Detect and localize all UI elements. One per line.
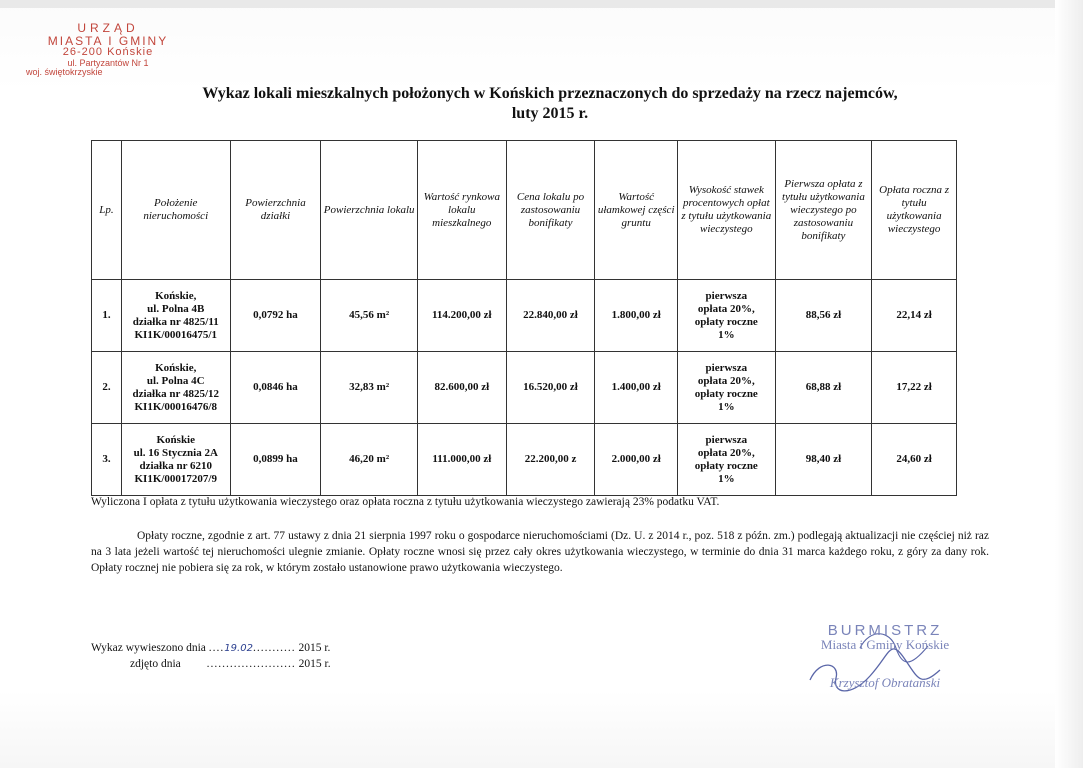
rate-line: opłaty roczne <box>694 315 758 328</box>
header-market-value: Wartość rynkowa lokalu mieszkalnego <box>417 141 506 280</box>
stamp-line: URZĄD <box>77 21 139 35</box>
cell-lp: 1. <box>92 280 122 352</box>
vat-note: Wyliczona I opłata z tytułu użytkowania wieczystego oraz opłata roczna z tytułu użytkowania wieczystego zawierają 23% podatku VAT. <box>91 496 720 508</box>
posted-year: 2015 r. <box>298 642 331 654</box>
mayor-name: Krzysztof Obratański <box>829 675 941 690</box>
cell-annual-fee: 17,22 zł <box>872 352 957 424</box>
table-header-row <box>92 141 957 280</box>
cell-plot-area: 0,0846 ha <box>230 352 321 424</box>
header-location: Położenie nieruchomości <box>121 141 230 280</box>
header-first-fee: Pierwsza opłata z tytułu użytkowania wieczystego po zastosowaniu bonifikaty <box>775 141 872 280</box>
cell-annual-fee: 24,60 zł <box>872 424 957 496</box>
location-line: działka nr 4825/11 <box>132 315 219 328</box>
table-row <box>92 352 957 424</box>
cell-lp: 3. <box>92 424 122 496</box>
posted-date-line <box>91 642 330 654</box>
removed-label: zdjęto dnia <box>130 658 181 670</box>
office-stamp <box>26 21 178 78</box>
cell-land-share-value: 2.000,00 zł <box>595 424 678 496</box>
handwritten-date: 19.02 <box>224 643 253 654</box>
title-line: luty 2015 r. <box>511 105 589 122</box>
removed-date-line <box>130 658 331 670</box>
rate-line: 1% <box>718 400 735 413</box>
cell-fee-rates <box>678 280 776 352</box>
scan-edge-right <box>1055 0 1083 768</box>
header-annual-fee: Opłata roczna z tytułu użytkowania wieczystego <box>872 141 957 280</box>
rate-line: opłata 20%, <box>697 446 755 459</box>
location-line: KI1K/00017207/9 <box>134 472 217 485</box>
location-line: ul. Polna 4B <box>147 302 205 315</box>
cell-location <box>121 352 230 424</box>
cell-price: 16.520,00 zł <box>506 352 595 424</box>
cell-fee-rates <box>678 352 776 424</box>
cell-land-share-value: 1.800,00 zł <box>595 280 678 352</box>
location-line: Końskie <box>156 433 195 446</box>
cell-annual-fee: 22,14 zł <box>872 280 957 352</box>
cell-location <box>121 424 230 496</box>
cell-market-value: 111.000,00 zł <box>417 424 506 496</box>
cell-market-value: 114.200,00 zł <box>417 280 506 352</box>
cell-unit-area: 45,56 m² <box>321 280 418 352</box>
cell-plot-area: 0,0899 ha <box>230 424 321 496</box>
cell-lp: 2. <box>92 352 122 424</box>
rate-line: 1% <box>718 328 735 341</box>
header-unit-area: Powierzchnia lokalu <box>321 141 418 280</box>
mayor-title: BURMISTRZ <box>827 622 943 639</box>
location-line: ul. Polna 4C <box>146 374 205 387</box>
mayor-stamp <box>800 622 970 691</box>
cell-unit-area: 32,83 m² <box>321 352 418 424</box>
location-line: Końskie, <box>155 289 197 302</box>
header-price: Cena lokalu po zastosowaniu bonifikaty <box>506 141 595 280</box>
cell-unit-area: 46,20 m² <box>321 424 418 496</box>
location-line: ul. 16 Stycznia 2A <box>133 446 218 459</box>
location-line: Końskie, <box>155 361 197 374</box>
mayor-subtitle: Miasta i Gminy Końskie <box>820 637 950 652</box>
header-fee-rates: Wysokość stawek procentowych opłat z tytułu użytkowania wieczystego <box>678 141 776 280</box>
posted-dots: ........... <box>252 642 296 654</box>
stamp-line: ul. Partyzantów Nr 1 <box>67 57 149 68</box>
table-row <box>92 424 957 496</box>
cell-fee-rates <box>678 424 776 496</box>
stamp-line: MIASTA I GMINY <box>47 33 169 48</box>
rate-line: pierwsza <box>705 433 748 446</box>
cell-first-fee: 98,40 zł <box>775 424 872 496</box>
cell-first-fee: 68,88 zł <box>775 352 872 424</box>
document-title <box>150 84 950 124</box>
rate-line: opłata 20%, <box>697 374 755 387</box>
stamp-line: 26-200 Końskie <box>62 46 154 59</box>
location-line: KI1K/00016475/1 <box>134 328 217 341</box>
scan-edge-top <box>0 0 1083 8</box>
cell-first-fee: 88,56 zł <box>775 280 872 352</box>
rate-line: opłaty roczne <box>694 387 758 400</box>
location-line: działka nr 6210 <box>139 459 213 472</box>
posted-label: Wykaz wywieszono dnia <box>91 642 206 654</box>
header-land-share-value: Wartość ułamkowej części gruntu <box>595 141 678 280</box>
location-line: działka nr 4825/12 <box>132 387 220 400</box>
cell-location <box>121 280 230 352</box>
stamp-line: woj. świętokrzyskie <box>26 67 103 78</box>
table-row <box>92 280 957 352</box>
cell-price: 22.200,00 z <box>506 424 595 496</box>
rate-line: opłata 20%, <box>697 302 755 315</box>
removed-year: 2015 r. <box>298 658 331 670</box>
location-line: KI1K/00016476/8 <box>134 400 217 413</box>
annual-fee-paragraph: Opłaty roczne, zgodnie z art. 77 ustawy z dnia 21 sierpnia 1997 roku o gospodarce nieruchomościami (Dz. U. z 2014 r., poz. 518 z późn. zm.) podlegają aktualizacji nie częściej niż raz na 3 lata jeżeli wartość tej nieruchomości ulegnie zmianie. Opłaty roczne wnosi się przez cały okres użytkowania wieczystego, w terminie do dnia 31 marca każdego roku, z góry za dany rok. Opłaty rocznej nie pobiera się za rok, w którym zostało ustanowione prawo użytkowania wieczystego. <box>91 530 989 574</box>
header-plot-area: Powierzchnia działki <box>230 141 321 280</box>
rate-line: opłaty roczne <box>694 459 758 472</box>
rate-line: pierwsza <box>705 361 748 374</box>
removed-dots: ....................... <box>206 658 296 670</box>
cell-plot-area: 0,0792 ha <box>230 280 321 352</box>
title-line: Wykaz lokali mieszkalnych położonych w Końskich przeznaczonych do sprzedaży na rzecz najemców, <box>202 85 898 102</box>
cell-market-value: 82.600,00 zł <box>417 352 506 424</box>
posted-dots-lead: .... <box>208 642 225 654</box>
rate-line: pierwsza <box>705 289 748 302</box>
premises-table <box>91 140 957 496</box>
cell-price: 22.840,00 zł <box>506 280 595 352</box>
cell-land-share-value: 1.400,00 zł <box>595 352 678 424</box>
header-lp: Lp. <box>92 141 122 280</box>
rate-line: 1% <box>718 472 735 485</box>
